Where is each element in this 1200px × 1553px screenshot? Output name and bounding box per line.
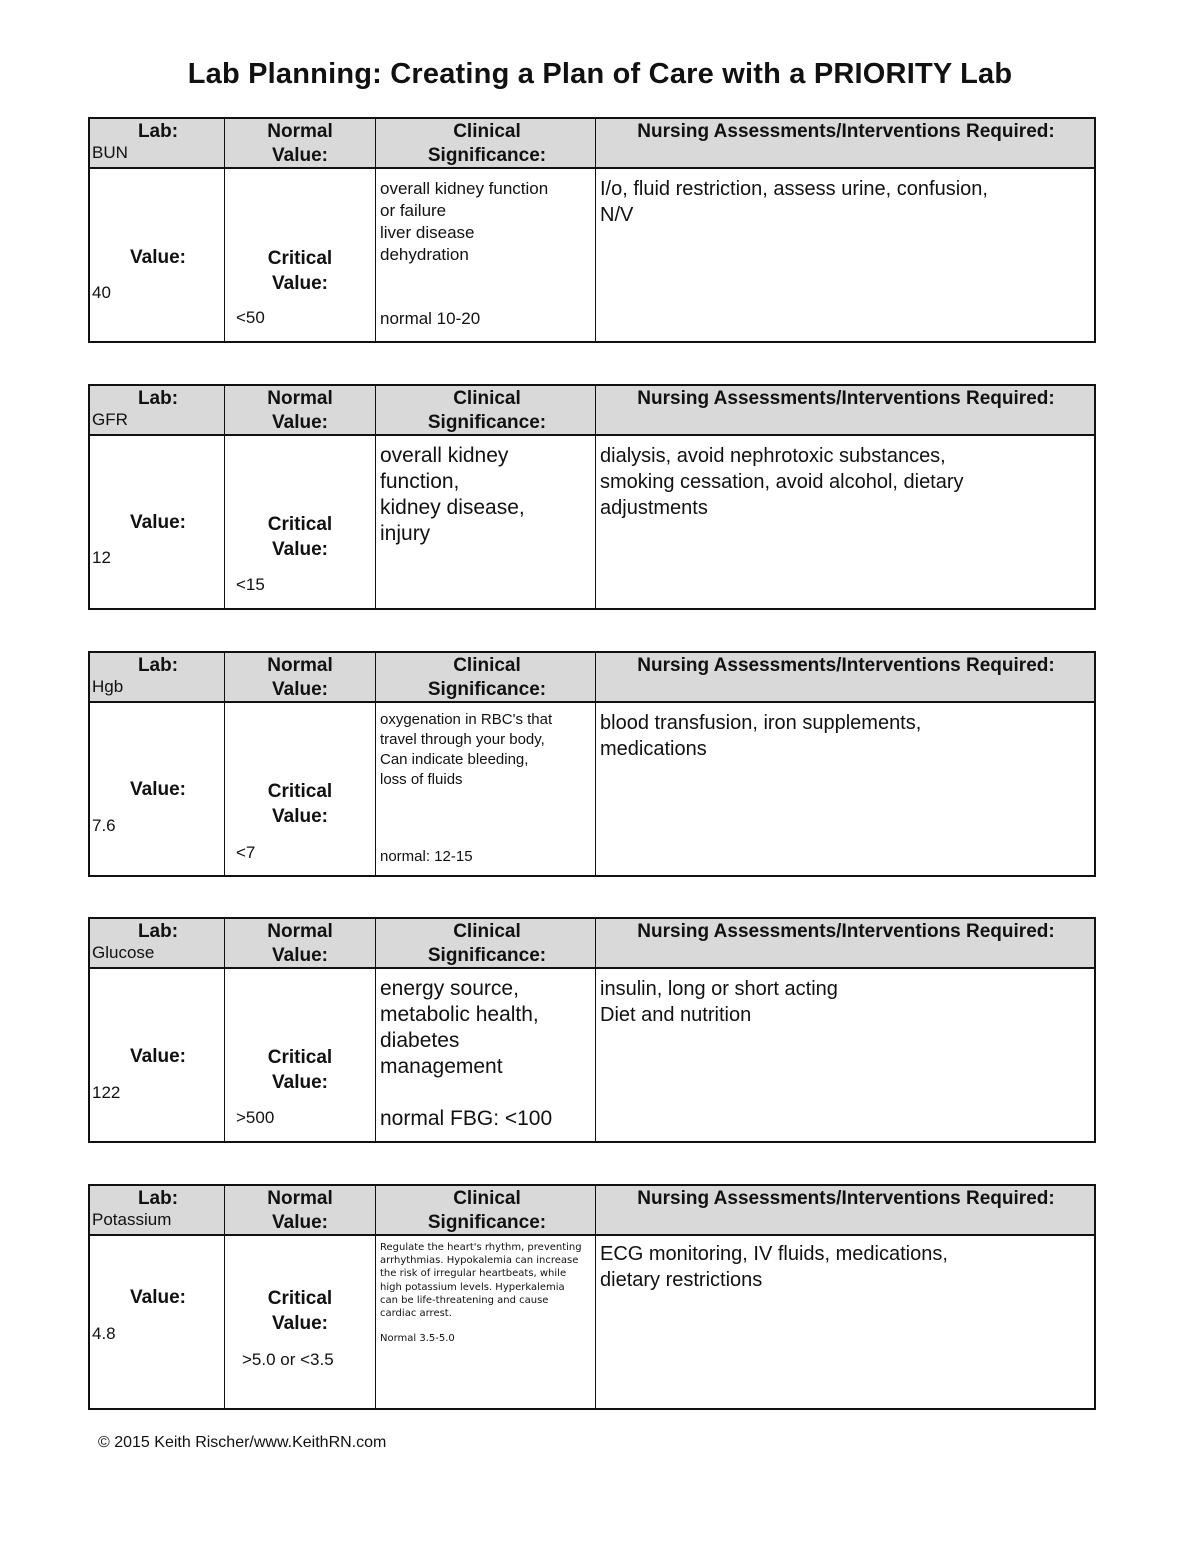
value-label: Value: bbox=[130, 247, 186, 268]
lab-name-cell bbox=[92, 121, 224, 163]
value-label: Value: bbox=[130, 1287, 186, 1308]
lab-table-potassium bbox=[88, 1184, 1096, 1410]
critical-value-label: Critical Value: bbox=[267, 248, 333, 294]
clinical-significance-text: oxygenation in RBC's that travel through your body, Can indicate bleeding, loss of fluids bbox=[380, 711, 553, 788]
critical-value-label: Critical Value: bbox=[267, 781, 333, 827]
critical-value-label: Critical Value: bbox=[267, 1047, 333, 1093]
lab-value: 122 bbox=[92, 1083, 121, 1102]
nursing-interventions-text: insulin, long or short acting Diet and nutrition bbox=[600, 978, 838, 1026]
lab-name: GFR bbox=[92, 410, 128, 429]
value-label: Value: bbox=[130, 1046, 186, 1067]
normal-value-header: Normal Value: bbox=[267, 121, 333, 166]
lab-name-cell bbox=[92, 921, 224, 963]
clinical-significance-header: Clinical Significance: bbox=[427, 921, 547, 966]
clinical-significance-text: Regulate the heart's rhythm, preventing arrhythmias. Hypokalemia can increase the risk of irregular heartbeats, while high potassium levels. Hyperkalemia can be life-threatening and cause cardiac arrest. bbox=[380, 1242, 582, 1320]
lab-value: 7.6 bbox=[92, 816, 116, 835]
nursing-interventions-text: dialysis, avoid nephrotoxic substances, smoking cessation, avoid alcohol, dietary adjustments bbox=[600, 445, 964, 519]
lab-value: 40 bbox=[92, 283, 111, 302]
lab-name-cell bbox=[92, 1188, 224, 1230]
value-label: Value: bbox=[130, 779, 186, 800]
lab-value: 4.8 bbox=[92, 1324, 116, 1343]
lab-table-gfr bbox=[88, 384, 1096, 610]
clinical-significance-header: Clinical Significance: bbox=[427, 121, 547, 166]
nursing-header: Nursing Assessments/Interventions Required: bbox=[637, 121, 1055, 142]
lab-name-cell bbox=[92, 388, 224, 430]
clinical-significance-text: overall kidney function or failure liver disease dehydration bbox=[380, 179, 549, 264]
critical-value: >500 bbox=[236, 1108, 275, 1127]
lab-name: Potassium bbox=[92, 1210, 172, 1229]
clinical-significance-header: Clinical Significance: bbox=[427, 655, 547, 700]
lab-table-glucose bbox=[88, 917, 1096, 1143]
lab-table-hgb bbox=[88, 651, 1096, 877]
normal-value-header: Normal Value: bbox=[267, 655, 333, 700]
lab-label: Lab: bbox=[137, 655, 179, 676]
lab-label: Lab: bbox=[137, 921, 179, 942]
nursing-header: Nursing Assessments/Interventions Required: bbox=[637, 921, 1055, 942]
critical-value: <7 bbox=[236, 843, 256, 862]
clinical-significance-text: overall kidney function, kidney disease, injury bbox=[380, 444, 525, 545]
normal-value-header: Normal Value: bbox=[267, 921, 333, 966]
lab-name: Glucose bbox=[92, 943, 155, 962]
lab-label: Lab: bbox=[137, 388, 179, 409]
clinical-normal-note: normal: 12-15 bbox=[380, 848, 473, 865]
clinical-normal-note: normal FBG: <100 bbox=[380, 1107, 553, 1130]
critical-value-label: Critical Value: bbox=[267, 1288, 333, 1334]
lab-name-cell bbox=[92, 655, 224, 697]
nursing-header: Nursing Assessments/Interventions Required: bbox=[637, 655, 1055, 676]
normal-value-header: Normal Value: bbox=[267, 1188, 333, 1233]
page-title: Lab Planning: Creating a Plan of Care with a PRIORITY Lab bbox=[187, 58, 1013, 90]
clinical-normal-note: Normal 3.5-5.0 bbox=[380, 1333, 455, 1344]
value-label: Value: bbox=[130, 512, 186, 533]
lab-label: Lab: bbox=[137, 121, 179, 142]
clinical-normal-note: normal 10-20 bbox=[380, 309, 481, 328]
critical-value: >5.0 or <3.5 bbox=[242, 1350, 334, 1369]
lab-name: Hgb bbox=[92, 677, 124, 696]
nursing-interventions-text: I/o, fluid restriction, assess urine, confusion, N/V bbox=[600, 178, 988, 226]
lab-label: Lab: bbox=[137, 1188, 179, 1209]
clinical-significance-header: Clinical Significance: bbox=[427, 388, 547, 433]
normal-value-header: Normal Value: bbox=[267, 388, 333, 433]
lab-table-bun bbox=[88, 117, 1096, 343]
lab-value: 12 bbox=[92, 548, 111, 567]
clinical-significance-header: Clinical Significance: bbox=[427, 1188, 547, 1233]
nursing-interventions-text: blood transfusion, iron supplements, medications bbox=[600, 712, 922, 760]
nursing-interventions-text: ECG monitoring, IV fluids, medications, dietary restrictions bbox=[600, 1243, 948, 1291]
critical-value: <15 bbox=[236, 575, 265, 594]
nursing-header: Nursing Assessments/Interventions Required: bbox=[637, 1188, 1055, 1209]
copyright-footer: © 2015 Keith Rischer/www.KeithRN.com bbox=[98, 1434, 387, 1451]
lab-name: BUN bbox=[92, 143, 128, 162]
nursing-header: Nursing Assessments/Interventions Required: bbox=[637, 388, 1055, 409]
critical-value: <50 bbox=[236, 308, 265, 327]
clinical-significance-text: energy source, metabolic health, diabetes management bbox=[380, 977, 539, 1078]
critical-value-label: Critical Value: bbox=[267, 514, 333, 560]
